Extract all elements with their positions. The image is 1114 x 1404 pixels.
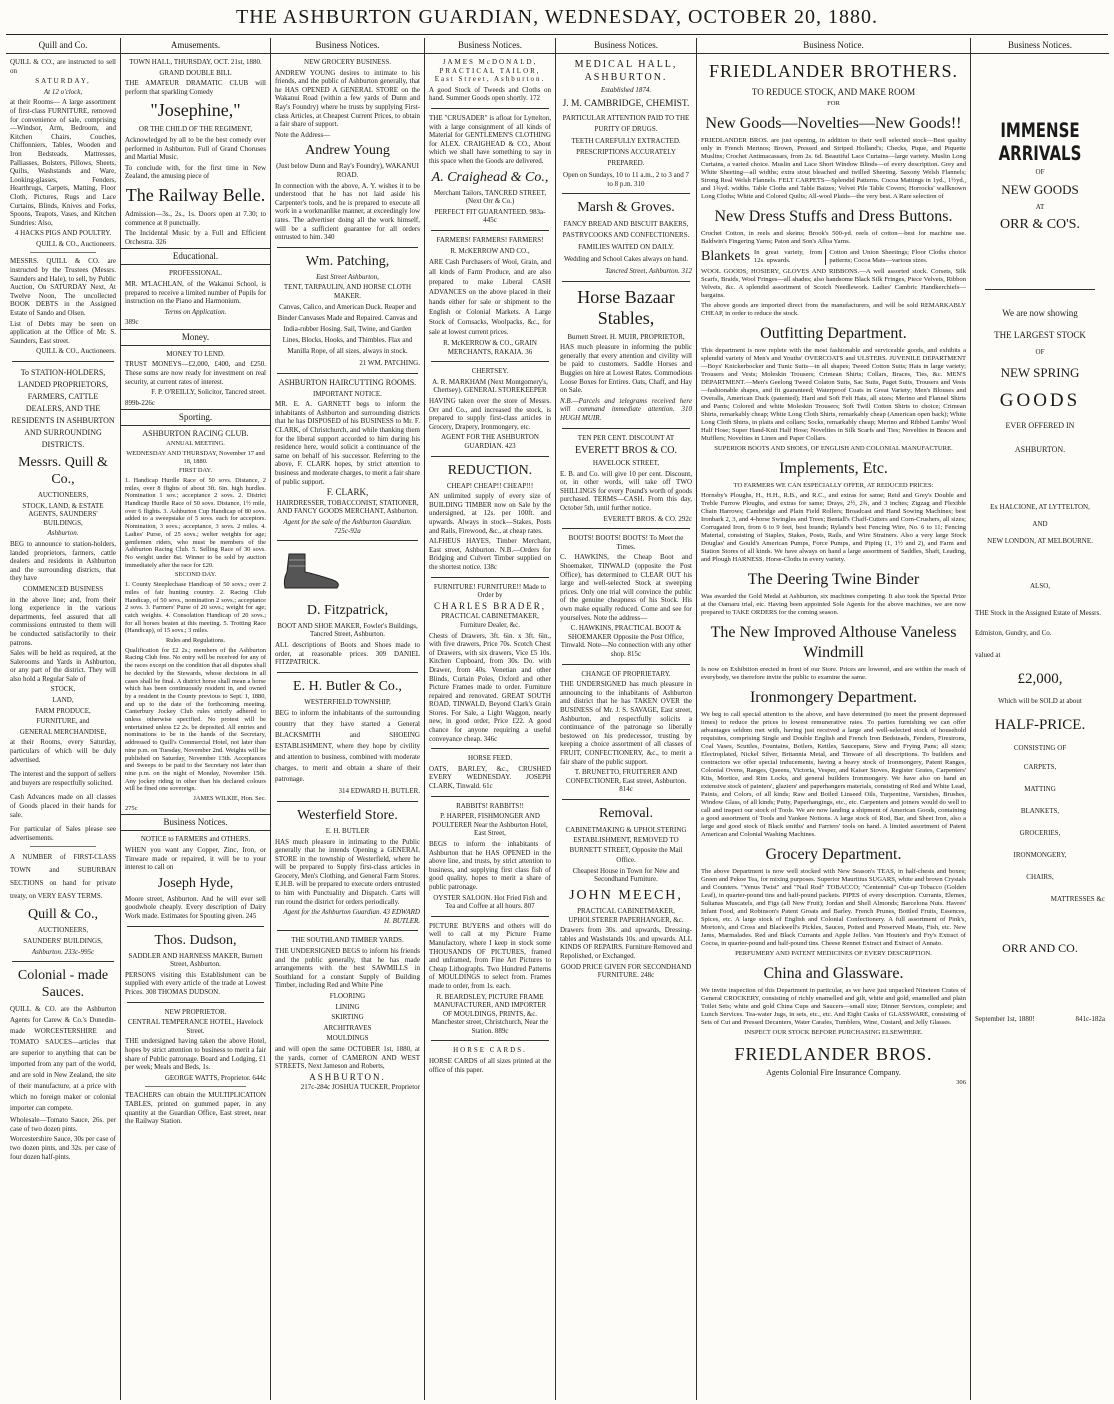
column-business-3 <box>556 38 696 1400</box>
ad-brader: FURNITURE! FURNITURE!! Made to Order by CHARLES BRADER, PRACTICAL CABINETMAKER, Furniture Dealer, &c. Chests of Drawers, 3ft. 6in. x 3ft. 6in., with five drawers, Price 70s. Scotch Chest of Drawers, with six drawers, Vice £5 10s. Kitchen Cupboard, from 30s. Do. with Drawer, from 40s. Venetian and other Blinds, Curtain Poles, Oxford and other Picture Frames made to order. Furniture repaired and renovated. GREAT SOUTH ROAD, TINWALD, Beyond Clark's Grain Stores. For Sale, a Light Waggon, nearly new, in good order, Price £22. A good chance for anyone requiring a useful conveyance cheap. 346c <box>429 582 551 743</box>
ad-dudson: Thos. Dudson, SADDLER AND HARNESS MAKER, Burnett Street, Ashburton. PERSONS visiting this Establishment can be supplied with every article of the trade at Lowest Prices. 308 THOMAS DUDSON. <box>125 932 266 997</box>
column-orr <box>971 38 1109 1400</box>
ad-horse-feed: HORSE FEED. OATS, BARLEY, &c., CRUSHED EVERY WEDNESDAY. JOSEPH CLARK, Tinwald. 61c <box>429 754 551 791</box>
ad-medical-hall: MEDICAL HALL, ASHBURTON. Established 1874. J. M. CAMBRIDGE, CHEMIST. PARTICULAR ATTENTION PAID TO THE PURITY OF DRUGS. TEETH CAREFULLY EXTRACTED. PRESCRIPTIONS ACCURATELY PREPARED. Open on Sundays, 10 to 11 a.m., 2 to 3 and 7 to 8 p.m. 310 <box>562 59 690 188</box>
section-header: Money. <box>121 329 270 346</box>
ad-mckerrow: FARMERS! FARMERS! FARMERS! R. McKERROW AND CO., ARE Cash Purchasers of Wool, Grain, and all kinds of Farm Produce, and are also prepared to make Liberal CASH ADVANCES on the above placed in their hands either for sale or shipment to the English or Colonial Markets. A Large Stock of Cornsacks, Woolpacks, &c., for sale at lowest current prices. R. McKERROW & CO., GRAIN MERCHANTS, RAKAIA. 36 <box>429 235 551 356</box>
ad-town-hall: TOWN HALL, THURSDAY, OCT. 21st, 1880. GRAND DOUBLE BILL THE AMATEUR DRAMATIC CLUB will perform that sparkling Comedy "Josephine," OR THE CHILD OF THE REGIMENT, Acknowledged by all to be the best comedy ever performed in Ashburton. Full of Grand Choruses and Martial Music. To conclude with, for the first time in New Zealand, the amusing piece of The Railway Belle. Admission—3s., 2s., 1s. Doors open at 7.30; to commence at 8 punctually. The Incidental Music by a Full and Efficient Orchestra. 326 <box>125 58 266 246</box>
ad-brunetto: CHANGE OF PROPRIETARY. THE UNDERSIGNED has much pleasure in announcing to the inhabitants of Ashburton and district that he has TAKEN OVER the BUSINESS of Mr. J. S. SAVAGE, East street, Ashburton, and respectfully solicits a continuance of the patronage so liberally bestowed on his predecessor, trusting by keeping a choice assortment of all classes of FRUIT, CONFECTIONERY, &c., to merit a fair share of the public support. T. BRUNETTO, FRUITERER AND CONFECTIONER, East street, Ashburton. 814c <box>560 669 692 794</box>
column-header: Business Notices. <box>271 38 424 54</box>
ad-marsh-groves: Marsh & Groves. FANCY BREAD AND BISCUIT BAKERS, PASTRYCOOKS AND CONFECTIONERS. FAMILIES WAITED ON DAILY. Wedding and School Cakes always on hand. Tancred Street, Ashburton. 312 <box>562 200 692 275</box>
ad-horse-bazaar: Horse Bazaar Stables, Burnett Street. H. MUIR, PROPRIETOR, HAS much pleasure in informing the public generally that every attention and civility will be paid to customers. Saddle Horses and Buggies on hire at Lowest Rates. Commodious Loose Boxes for Entires. Oats, Chaff, and Hay on Sale. N.B.—Parcels and telegrams received here will command immediate attention. 310 HUGH MUIR. <box>560 286 693 422</box>
ad-fitzpatrick: D. Fitzpatrick, BOOT AND SHOE MAKER, Fowler's Buildings, Tancred Street, Ashburton. ALL descriptions of Boots and Shoes made to order, at reasonable prices. 309 DANIEL FITZPATRICK. <box>271 546 424 667</box>
ad-patching: Wm. Patching, East Street Ashburton, TENT, TARPAULIN, AND HORSE CLOTH MAKER. Canvas, Calico, and American Duck. Reaper and Binder Canvases Made and Repaired. Canvas and India-rubber Hosing. Sail, Twine, and Garden Lines, Blocks, Hooks, and Thimbles. Flax and Manilla Rope, of all sizes, always in stock. 21 WM. PATCHING. <box>277 253 420 368</box>
ad-joseph-hyde: NOTICE to FARMERS and OTHERS. WHEN you want any Copper, Zinc, Iron, or Tinware made or repaired, it will be to your interest to call on Joseph Hyde, Moore street, Ashburton. And he will ever sell goodwhole cheaply. Every description of Dairy Work made. Estimates for Spouting given. 245 <box>125 835 266 921</box>
ad-harper: RABBITS! RABBITS!! P. HARPER, FISHMONGER AND POULTERER Near the Ashburton Hotel, East Street, BEGS to inform the inhabitants of Ashburton that he HAS OPENED in the above line, and trusts, by strict attention to business, and supplying first class fish of good quality, hopes to merit a share of public patronage. OYSTER SALOON. Hot Fried Fish and Tea and Coffee at all hours. 807 <box>429 801 551 911</box>
ad-westerfield-store: Westerfield Store. E. H. BUTLER HAS much pleasure in intimating to the Public generally that he intends Opening a GENERAL STORE in the township of Westerfield, where he will be prepared to Supply first-class articles in Grocery, Men's Clothing, and General Farm Stores. E.H.B. will be prepared to execute orders entrusted to him with Punctuality and Dispatch. Carts will run round the district for orders periodically. Agent for the Ashburton Guardian. 43 EDWARD H. BUTLER. <box>275 807 420 925</box>
blankets-row: Blankets In great variety, from 12s. upwards. Cotton and Union Sheetings; Floor Cloths choice patterns; Cocoa Mats—various sizes. <box>701 249 966 264</box>
boot-engraving-icon <box>275 550 345 592</box>
ad-timber-yards: THE SOUTHLAND TIMBER YARDS. THE UNDERSIGNED BEGS to inform his friends and the public generally, that he has made arrangements with the best SAWMILLS in Southland for a constant Supply of Building Timber, including Red and White Pine FLOORING LINING SKIRTING ARCHITRAVES MOULDINGS and will open the same OCTOBER 1st, 1880, at the yards, corner of CAMERON AND WEST STREETS, Next Jameson and Roberts, ASHBURTON. 217c-284c JOSHUA TUCKER, Proprietor <box>275 936 420 1092</box>
column-quill <box>6 38 120 1400</box>
ad-quill-auctioneers: To STATION-HOLDERS, LANDED PROPRIETORS, FARMERS, CATTLE DEALERS, AND THE RESIDENTS IN ASHBURTON AND SURROUNDING DISTRICTS. Messrs. Quill & Co., AUCTIONEERS, STOCK, LAND, & ESTATE AGENTS, SAUNDERS' BUILDINGS, Ashburton. BEG to announce to station-holders, landed proprietors, farmers, cattle dealers and residents in Ashburton and the surrounding districts, that they have COMMENCED BUSINESS in the above line; and, from their long experience in the various departments, feel assured that all commissions entrusted to them will be conducted satisfactorily to their patrons. Sales will be held as required, at the Salerooms and Yards in Ashburton, or any part of the district. They will also hold a Regular Sale of STOCK, LAND, FARM PRODUCE, FURNITURE, and GENERAL MERCHANDISE, at their Rooms, every Saturday, particulars of which will be duly advertised. The interest and the support of sellers and buyers are respectfully solicited. Cash Advances made on all classes of Goods placed in their hands for sale. For particular of Sales please see advertisements. A NUMBER of FIRST-CLASS TOWN and SUBURBAN SECTIONS on hand for private treaty, on VERY EASY TERMS. Quill & Co., AUCTIONEERS, SAUNDERS' BUILDINGS, Ashburton. 233c-995c <box>10 368 116 956</box>
ad-horse-cards: HORSE CARDS. HORSE CARDS of all sizes printed at the office of this paper. <box>429 1046 551 1074</box>
masthead-rule <box>6 34 1108 35</box>
ad-temperance-hotel: NEW PROPRIETOR. CENTRAL TEMPERANCE HOTEL, Havelock Street. THE undersigned having taken the above Hotel, hopes by strict attention to business to merit a fair share of Public patronage. Board and Lodging, £1 per week; Meals and Beds, 1s. GEORGE WATTS, Proprietor. 644c TEACHERS can obtain the MULTIPLICATION TABLES, printed on gummed paper, in any quantity at the Guardian Office, East street, near the Railway Station. <box>125 1007 266 1126</box>
column-header: Business Notices. <box>556 38 696 54</box>
masthead: THE ASHBURTON GUARDIAN, WEDNESDAY, OCTOBER 20, 1880. <box>236 6 878 28</box>
ad-butler: E. H. Butler & Co., WESTERFIELD TOWNSHIP, BEG to inform the inhabitants of the surrounding country that they have started a General BLACKSMITH and SHOEING ESTABLISHMENT, where they hope by civility and attention to business, combined with moderate charges, to merit and obtain a share of their patronage. 314 EDWARD H. BUTLER. <box>275 678 420 796</box>
ad-money-to-lend: MONEY TO LEND. TRUST MONEYS—£2,000, £400, and £250. These sums are now ready for investment on real security, at current rates of interest. F. P. O'REILLY, Solicitor, Tancred street. 899b-226c <box>125 349 266 407</box>
ad-hayes: REDUCTION. CHEAP! CHEAP!! CHEAP!!! AN unlimited supply of every size of BUILDING TIMBER now on Sale by the undersigned, at 12s. per 100ft. and upwards. Always in stock—Stakes, Posts and Rails, Firewood, &c., at cheap rates. ALFHEUS HAYES, Timber Merchant, East street, Ashburton. N.B.—Orders for Bridging and Culvert Timber supplied on the shortest notice. 138c <box>429 462 551 571</box>
section-header: Sporting. <box>121 409 270 426</box>
section-header: Business Notices. <box>121 814 270 831</box>
orr-footer: September 1st, 1880! 841c-182a <box>975 1014 1105 1023</box>
ad-mcdonald: JAMES McDONALD, PRACTICAL TAILOR, East Street, Ashburton. A good Stock of Tweeds and Cloths on hand. Summer Goods open shortly. 172 <box>429 58 551 103</box>
column-header: Amusements. <box>121 38 270 54</box>
ad-markham: CHERTSEY. A. R. MARKHAM (Next Montgomery's, Chertsey). GENERAL STOREKEEPER HAVING taken over the store of Messrs. Orr and Co., and increased the stock, is prepared to supply first-class articles in Grocery, Drapery, Ironmongery, etc. AGENT FOR THE ASHBURTON GUARDIAN. 423 <box>429 367 551 451</box>
column-header: Business Notices. <box>425 38 555 54</box>
column-header: Business Notices. <box>971 38 1109 54</box>
ad-professional: PROFESSIONAL. MR. M'LACHLAN, of the Wakanui School, is prepared to receive a limited number of Pupils for instruction on the Piano and Harmonium. Terms on Application. 389c <box>125 269 266 327</box>
ad-friedlander: FRIEDLANDER BROTHERS. TO REDUCE STOCK, AND MAKE ROOM FOR New Goods—Novelties—New Goods!! FRIEDLANDER BROS. are just opening, in addition to their well selected stock—Best quality only in French Merinos; Brown, Pressed and Striped Holland's; Checks, Pique, and Piquette Muslins; Crochet Antimacassars, from 2s. 6d. Beautiful Lace Curtains—large variety. Muslin Long Curtains, a varied choice. Muslin and Lace Short Window Blinds—of every description. Grey and White Sheeting—all widths; extra stout bleached and twilled Sheeting. Saxony Welsh Flannels; Strong Real Welsh Flannels. FELT CARPETS—Splendid Patterns. Cocoa Mattings in 1yd., 1½yd., and 1¾yd. widths. Table Cloths and Table Baizes; Velvet Pile Table Covers; Horrocks' wallknown Long Cloths; White and Colored Quilts; All-wool Plaids—the very best. A Rare selection of New Dress Stuffs and Dress Buttons. Crochet Cotton, in reels and skeins; Brook's 500-yd. reels of cotton—best for machine use. Baldwin's Fingering Yarns; Paton and Son's Alloa Yarns. Blankets In great variety, from 12s. upwards. Cotton and Union Sheetings; Floor Cloths choice patterns; Cocoa Mats—various sizes. WOOL GOODS, HOSIERY, GLOVES AND RIBBONS.—A well assorted stock. Corsets, Silk Scarfs, Braids, Wool Fringes—all shades; also handsome Black Silk Fringes, Piece Velvets, Ribbon Velvets, &c. A splendid assortment of Scotch Needlework. Ladies' Cambric Handkerchiefs—bargains. The above goods are imported direct from the manufacturers, and will be sold REMARKABLY CHEAP, in order to reduce the stock. Outfitting Department. This department is now replete with the most fashionable and serviceable goods, and exhibits a splendid variety of Men's and Youths' OVERCOATS and ULSTERS. JUVENILE DEPARTMENT—Boys' Knickerbocker and Tunic Suits—in all shapes; Tweed Cotton Suits; Hats in large variety; Trousers and Vests; Moleskin Trousers; Crimean Shirts; Collars, Braces, Ties, &c. MEN'S DEPARTMENT.—Men's Geelong Tweed Colaton Suits, Sac Suits, Paget Suits, Trousers and Vests—fashionable shapes, and fit guaranteed; Waterproof Coats in Great Variety; Men's Blouses and Overalls, American Duck (patented); Hard and Soft Felt Hats, all sizes; Merino and Flannel Shirts and Pants; Colored and white Moleskin Trousers; Soft Twill Cotton Shirts to choice; Crimean Shirts, remarkably cheap; White Long Cloth Shirts, remarkably cheap (American open back); White Long Cloth Shirts, in plaits and collars; Socks, remarkably cheap; Merino and Ribbed Lambs' Wool Half Hose; Super Hand-Knit Half Hose; Novelties in Silk Scarfs and Ties; Novelties in Braces and Mufflers; Novelties in Linen and Paper Collars. SUPERIOR BOOTS AND SHOES, OF ENGLISH AND COLONIAL MANUFACTURE. Implements, Etc. TO FARMERS WE CAN ESPECIALLY OFFER, AT REDUCED PRICES: Hornsby's Ploughs, H., H.H., R.B., and R.C., and extras for same; Reid and Grey's Double and Treble Furrow Ploughs, and extras for same; Drays, 2½, 2¾, and 3 inches; Zigzag and Flexible Chain Harrows; Cambridge and Plain Field Rollers; Broadcast and Hand Sowing Machines; best Ironbark 2, 3, and 4-horse Swingles and Trees; Bentall's Chaff-Cutters and Corn-Crushers, all sizes; Corrugated Iron, from 6 to 9 feet, best brands; Ryland's best Fencing Wire, No. 6 to 11; Fencing Material, consisting of Staples, Stakes, Posts, Rails, and Wire Strainers. Also a very large Stock Douglas' and Gould's American Pumps, Force Pumps, and Piping (1, 1½ and 2), and Farm and Station Stores of all kinds. We have always on hand a large assortment of Saddles, Shaft, Leading, and Plough HARNESS. Horse-Cloths in every variety. The Deering Twine Binder Was awarded the Gold Medal at Ashburton, six machines competing. It also took the Special Prize at the Oamaru trial, etc. Having been appointed Sole Agents for the above machines, we are now prepared to TAKE ORDERS for the coming season. The New Improved Althouse Vaneless Windmill Is now on Exhibition erected in front of our Store. Prices are lowered, and are within the reach of everybody, we therefore invite the public to examine the same. Ironmongery Department. We beg to call special attention to the above, and have determined (to meet the present depressed times) to reduce the prices to lowest remunerative rates. To parties furnishing we can offer advantages seldom met with, having just received a large and well-selected stock of household requisites, comprising Single and Double English and French Iron Bedsteads, Fenders, Firesirons, Coal Vases, Scuttles, Fountains, Boilers, Kettles, Saucepans, Stew and Frying Pans; all sizes; Electroplated, Nickel Silver, Britannia Metal, and Tinware of all descriptions. To builders and contractors we offer special inducements, having a heavy stock of Ironmongery, Patent Ranges, Colonial Ovens, Ranges, Queens, Victoria, Vesper, and Kaiser Stoves, Register Grates, Carpenters' Kits, Mortice, and Rim Locks, and general builders Ironmongery. We have also on hand an extensive stock of painters', glaziers' and paperhangers materials, consisting of Red and White Lead, Paints, and Colors, of all kinds; Raw and Boiled Linseed Oils, Turpentine, Varnishes, Brushes, Window Glass, of all kinds; Putty, Paperhangings, etc., etc. Carpenters and joiners would do well to call and inspect our stock of Tools. We are now landing a shipment of American Goods, containing a good assortment of Tools and Yankee Notions. A large stock of Rod, Bar, and Sheet Iron, also a large and good stock of Black smiths' and Farriers' tools on hand. A limited assortment of Patent American and Colonial Washing Machines. Grocery Department. The above Department is now well stocked with New Season's TEAS, in half-chests and boxes; Green and Pekoe Tea, for mixing purposes. Superior Mauritius SUGARS, white and brown Crystals and Counters. "Venus Twist" and "Nail Rod" TOBACCO; "Centennial" Cut-up Tobacco (Golden Leaf), in quarter-pound tins and half-pound packets. PIPES of every description. Currants, Elemes, Sultanas Muscatels, and Figs (all New Fruit); Jordan and Shell Almonds; Barcelona Nuts. Havres' Infant Food, and Robinson's Patent Groats and Barley. French Prunes, Bottled Fruits, Essences, Spices, etc. A large stock of English and Colonial Confectionery. A full assortment of Pink's, Morton's, and Cross and Blackwell's Pickles, Sauces, Potted and Preserved Meats, Fish, etc. New Jams, Marmalades. Red and Black Currants and Apple Jellies. Van Houten's and Fry's Extract of Cocoa, in quarter-pound and half-pound tins. Cheese Rennet Extract and Extract of Annato. PERFUMERY AND PATENT MEDICINES OF EVERY DESCRIPTION. China and Glassware. We invite inspection of this Department in particular, as we have just unpacked Nineteen Crates of General CROCKERY, consisting of richly enamelled and gilt, white and gold, enamelled and plain Toilet Sets; white and gold China Cups and Saucers—small size; Dinner Services, complete; and Lunch Services. Tea-water Jugs, in sets, etc., etc. And Eight Casks of GLASSWARE, consisting of Sets of Cut and Pressed Decanters, Water Carafes, Tumblers, Wine, Custard, and Jelly Glasses. INSPECT OUR STOCK BEFORE PURCHASING ELSEWHERE. FRIEDLANDER BROS. Agents Colonial Fire Insurance Company. 306 <box>701 61 966 1086</box>
column-friedlander <box>697 38 970 1400</box>
ad-racing-club: ASHBURTON RACING CLUB. ANNUAL MEETING. WEDNESDAY AND THURSDAY, November 17 and 18, 1880. FIRST DAY. 1. Handicap Hurdle Race of 50 sovs. Distance, 2 miles, over 8 flights of about 3ft. 6in. high hurdles. Nomination 1 sov.; acceptance 2 sovs. 2. District Handicap Hurdle Race of 50 sovs. Distance, 1½ mile, over 6 flights. 3. Ashburton Cup Handicap of 80 sovs. added to a sweepstake of 5 sovs. each for acceptors. Nomination, 3 sovs.; acceptance, 3 sovs. 2 miles. 4. Ladies' Purse, of 25 sovs.; welter weights for age; gentlemen riders, who must be members of the Ashburton Racing Club. 5. Selling Race of 30 sovs. No weight under 8st. Winner to be sold by auction immediately after the race for £20. SECOND DAY. 1. County Steeplechase Handicap of 50 sovs.; over 2 miles of fair hunting country. 2. Racing Club Handicap, of 50 sovs., nomination 2 sovs.; acceptance 2 sovs. 3. Farmers' Purse of 20 sovs.; weight for age; catch weights. 4. Consolation Handicap of 20 sovs.; for all horses beaten at this meeting. 5. Trotting Race (Handicap), of 15 sovs.; 3 miles. Rules and Regulations. Qualification for £2 2s.; members of the Ashburton Racing Club free. No entry will be received for any of the races except on the condition that all disputes shall be decided by the Stewards, whose decisions in all cases shall be final. A district horse shall mean a horse which has been continuously resident in, and owned by a resident in the County previous to Sept. 1, 1880, and up to the date of the forthcoming meeting. Canterbury Jockey Club rules strictly adhered to unless otherwise specified. No protest will be entertained unless £2 2s. be deposited. All entries and nominations to be in the hands of the Secretary, addressed to Quill's Commercial Hotel, not later than nine p.m. on Tuesday, November 2nd. Weights will be published on Saturday, November 13th. Acceptances and Sweeps to be paid to the Secretary not later than nine p.m. on the night of Monday, November 15th. Any jockey riding in other than his declared colours will be fined one sovereign. JAMES WILKIE, Hon. Sec. 275c <box>125 429 266 812</box>
section-header: Educational. <box>121 248 270 265</box>
column-business-2 <box>425 38 555 1400</box>
ad-orr-co: IMMENSE ARRIVALS OF NEW GOODS AT ORR & CO'S. We are now showing THE LARGEST STOCK OF NEW SPRING GOODS EVER OFFERED IN ASHBURTON. Ex HALCIONE, AT LYTTELTON, AND NEW LONDON, AT MELBOURNE. ALSO, THE Stock in the Assigned Estate of Messrs. Edmiston, Gundry, and Co. valued at £2,000, Which will be SOLD at about HALF-PRICE. CONSISTING OF CARPETS, MATTING BLANKETS, GROCERIES, IRONMONGERY, CHAIRS, MATTRESSES &c ORR AND CO. September 1st, 1880! 841c-182a <box>975 118 1105 1023</box>
ad-craighead: THE "CRUSADER" is afloat for Lyttelton, with a large consignment of all kinds of Material for GENTLEMEN'S CLOTHING for ALEX. CRAIGHEAD & CO., About which we shall have something to say in this space when the Goods are delivered. A. Craighead & Co., Merchant Tailors, TANCRED STREET, (Next Orr & Co.) PERFECT FIT GUARANTEED. 983a-445c <box>429 113 551 225</box>
column-header: Quill and Co. <box>6 38 120 54</box>
ad-colonial-sauces: Colonial - made Sauces. QUILL & CO. are the Ashburton Agents for Carew & Co.'s Dunedin-made WORCESTERSHIRE and TOMATO SAUCES—articles that are superior to anything that can be imported from any part of the world, and are sold in New Zealand, the site of their manufacture, at a price with which no foreign maker or colonial importer can compete. Wholesale—Tomato Sauce, 26s. per case of two dozen pints. Worcestershire Sauce, 30s per case of two dozen pints, and 32s. per case of four dozen half-pints. <box>10 968 116 1161</box>
ad-beardsley: PICTURE BUYERS and others will do well to call at my Picture Frame Manufactory, where I keep in stock some THOUSANDS OF PICTURES, framed and unframed, from Fine Art Pictures to Cheap Lithographs. Two Hundred Patterns of MOULDINGS to select from. Frames made to order, from 1s. each. R. BEARDSLEY, PICTURE FRAME MANUFACTURER, AND IMPORTER OF MOULDINGS, PRINTS, &c. Manchester street, Christchurch, Near the Station. 889c <box>429 921 551 1035</box>
ad-meech: Removal. CABINETMAKING & UPHOLSTERING ESTABLISHMENT, REMOVED TO BURNETT STREET, Opposite the Mail Office. Cheapest House in Town for New and Secondhand Furniture. JOHN MEECH, PRACTICAL CABINETMAKER, UPHOLSTERER PAPERHANGER, &c. Drawers from 30s. and upwards, Dressing-tables and Washstands 10s. and upwards. ALL KINDS OF REPAIRS. Furniture Removed and Repolished, or Exchanged. GOOD PRICE GIVEN FOR SECONDHAND FURNITURE. 248c <box>560 805 692 980</box>
column-amusements <box>121 38 270 1400</box>
ad-haircutting: ASHBURTON HAIRCUTTING ROOMS. IMPORTANT NOTICE. MR. E. A. GARNETT begs to inform the inhabitants of Ashburton and surrounding districts that he has DISPOSED of his BUSINESS to Mr. F. CLARK, of Christchurch, and while thanking them for the liberal support accorded to him during his residence here, would solicit a continuance of the same on behalf of his successor. Referring to the above, F. CLARK hopes, by strict attention to business and moderate charges, to merit a fair share of public support. F. CLARK, HAIRDRESSER, TOBACCONIST, STATIONER, AND FANCY GOODS MERCHANT, Ashburton. Agent for the sale of the Ashburton Guardian. 725c-92a <box>275 378 420 535</box>
ad-quill-saturday-sale: QUILL & CO., are instructed to sell on SATURDAY, At 12 o'clock, at their Rooms— A large assortment of first-class FURNITURE, removed for convenience of sale, comprising—Windsor, Arm, Bedroom, and Kitchen Chairs, Couches, Chiffonniers, Tables, Wooden and Iron Bedsteads, Mattresses, Palliasses, Bolsters, Pillows, Sheets, Quilts, Washstands and Ware, Looking-glasses, Fenders, Hearthrugs, Carpets, Matting, Floor Cloth, Pictures, Rugs and Lace Curtains, Blinds, Knives and Forks, Spoons, Teapots, Vases, and Kitchen Sundries: Also, 4 HACKS PIGS AND POULTRY. QUILL & CO., Auctioneers. MESSRS. QUILL & CO. are instructed by the Trustees (Messrs. Saunders and Hale), to sell, by Public Auction, On SATURDAY Next, At Twelve Noon, The uncollected BOOK DEBTS in the Assigned Estate of Sando and Olsen. List of Debts may be seen on application at the Office of Mr. S. Saunders, East street. QUILL & CO., Auctioneers. <box>10 58 116 356</box>
ad-hawkins: BOOTS! BOOTS! BOOTS! To Meet the Times. C. HAWKINS, the Cheap Boot and Shoemaker, TINWALD (opposite the Post Office), has determined to CLEAR OUT his large and well-selected Stock at sweeping prices. Only one trial will convince the public of the genuine cheapness of his Stock. His own make equally reduced. Come and see for yourselves. Note the address— C. HAWKINS, PRACTICAL BOOT & SHOEMAKER Opposite the Post Office, Tinwald. Note—No connection with any other shop. 815c <box>560 534 692 658</box>
column-business-1 <box>271 38 424 1400</box>
ad-everett: TEN PER CENT. DISCOUNT AT EVERETT BROS & CO. HAVELOCK STREET, E. B. and Co. will give 10 per cent. Discount, or, in other words, will take off TWO SHILLINGS for every Pound's worth of goods purchased. TERMS—CASH. From this day, October 5th, until further notice. EVERETT BROS. & CO. 292c <box>560 433 692 523</box>
ad-andrew-young: NEW GROCERY BUSINESS. ANDREW YOUNG desires to intimate to his friends, and the public of Ashburton generally, that he HAS OPENED A GENERAL STORE on the Wakanui Road (within a few yards of Dunn and Ray's Foundry) where he trusts by supplying First-class Articles, at Cheapest Current Prices, to obtain a fair share of support. Note the Address— Andrew Young (Just below Dunn and Ray's Foundry), WAKANUI ROAD. In connection with the above, A. Y. wishes it to be understood that he has not laid aside his Carpenter's tools, and he is prepared to execute all work in a workmanlike manner, at exceedingly low rates. The advertiser doing all the work himself, will be a sufficient guarantee for all orders entrusted to him. 340 <box>275 58 420 242</box>
column-header: Business Notice. <box>697 38 970 54</box>
